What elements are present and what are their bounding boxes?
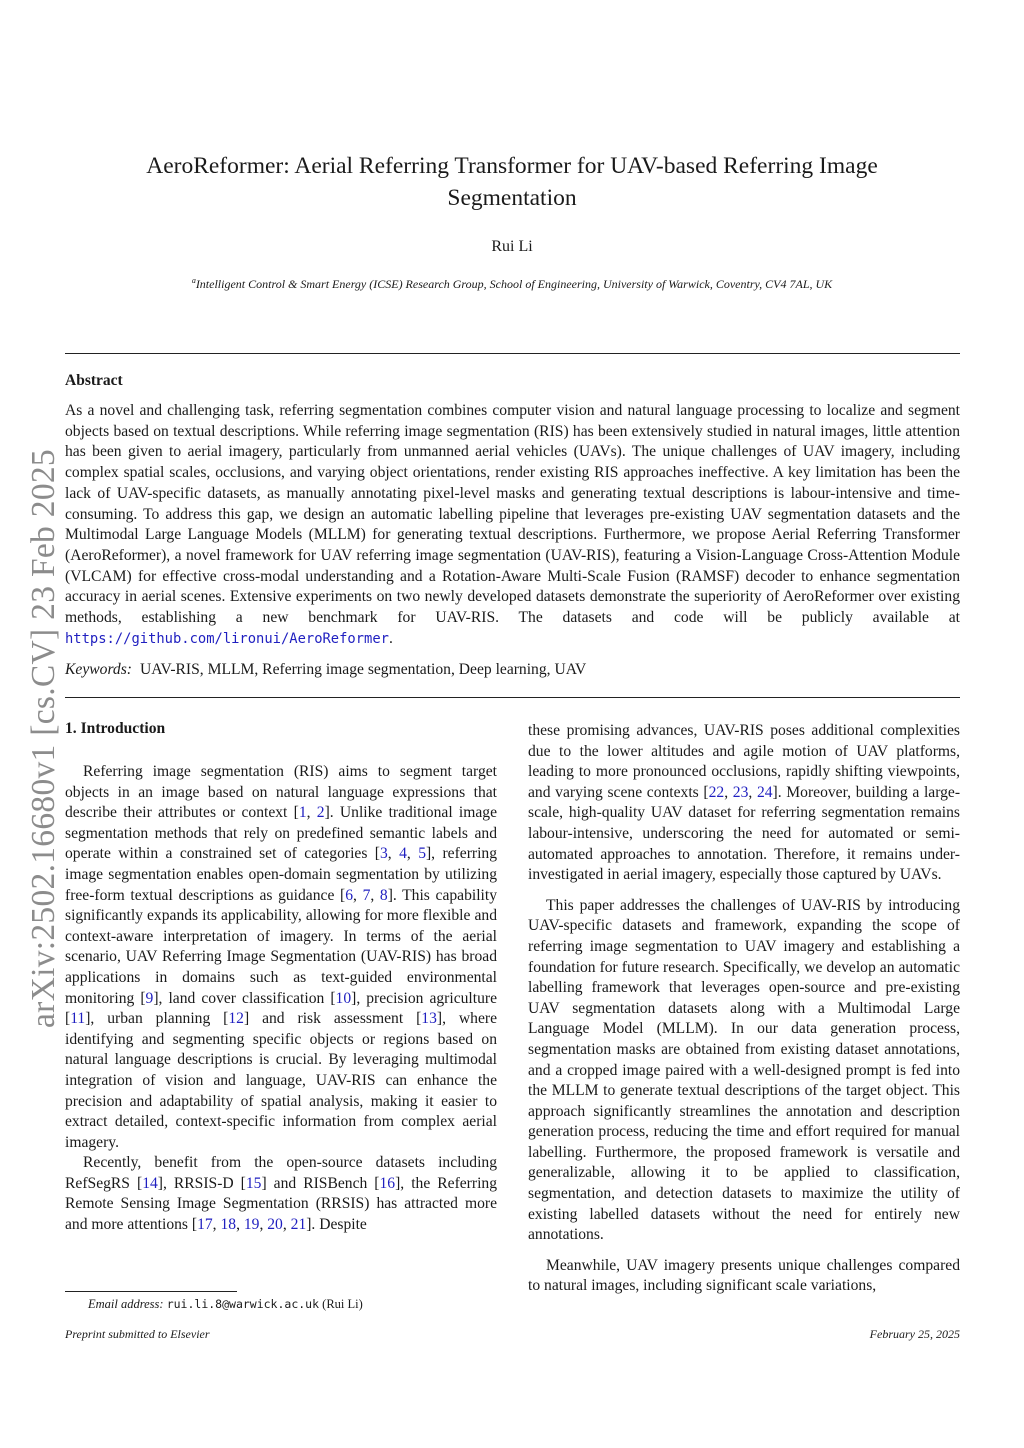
- citation-link[interactable]: 2: [316, 804, 325, 822]
- citation-link[interactable]: 21: [290, 1216, 307, 1234]
- citation-link[interactable]: 5: [418, 845, 426, 863]
- citation-link[interactable]: 1: [298, 804, 307, 822]
- intro-paragraph-2: Recently, benefit from the open-source datasets including RefSegRS [14], RRSIS-D [15] and RISBench [16], the Referring Remote Sensing Image Segmentation (RRSIS) has attracted more and more attentions [17, 18, 19, 20, 21]. Despite: [65, 1154, 497, 1234]
- citation-link[interactable]: 19: [243, 1216, 260, 1234]
- citation-link[interactable]: 13: [421, 1010, 437, 1028]
- footer-preprint: Preprint submitted to Elsevier: [65, 1327, 210, 1341]
- repo-link[interactable]: https://github.com/lironui/AeroReformer: [65, 630, 389, 647]
- author-email[interactable]: rui.li.8@warwick.ac.uk: [166, 1297, 320, 1311]
- keywords-text: UAV-RIS, MLLM, Referring image segmentation, Deep learning, UAV: [140, 661, 587, 678]
- intro-paragraph-4: Meanwhile, UAV imagery presents unique challenges compared to natural images, including significant scale variations,: [528, 1256, 960, 1295]
- paper-title: AeroReformer: Aerial Referring Transformer for UAV-based Referring Image Segmentation: [146, 153, 878, 211]
- citation-link[interactable]: 18: [220, 1216, 237, 1234]
- author-name: Rui Li: [491, 238, 533, 255]
- citation-link[interactable]: 22: [708, 783, 725, 801]
- abstract-end: .: [388, 629, 393, 647]
- left-column: [65, 762, 497, 1236]
- citation-link[interactable]: 7: [362, 886, 371, 904]
- affiliation-text: Intelligent Control & Smart Energy (ICSE) Research Group, School of Engineering, University of Warwick, Coventry, CV4 7AL, UK: [195, 277, 833, 291]
- abstract-body: [65, 401, 960, 649]
- citation-link[interactable]: 15: [245, 1174, 262, 1192]
- citation-link[interactable]: 20: [267, 1216, 283, 1234]
- citation-link[interactable]: 10: [335, 989, 352, 1007]
- footer-date: February 25, 2025: [869, 1327, 960, 1341]
- intro-paragraph-1: Referring image segmentation (RIS) aims to segment target objects in an image based on natural language expressions that describe their attributes or context [1, 2]. Unlike traditional image segmentation methods that rely on predefined semantic labels and operate within a constrained set of categories [3, 4, 5], referring image segmentation enables open-domain segmentation by utilizing free-form textual descriptions as guidance [6, 7, 8]. This capability significantly expands its applicability, allowing for more flexible and context-aware interpretation of imagery. In terms of the aerial scenario, UAV Referring Image Segmentation (UAV-RIS) has broad applications in domains such as text-guided environmental monitoring [9], land cover classification [10], precision agriculture [11], urban planning [12] and risk assessment [13], where identifying and segmenting specific objects or regions based on natural language descriptions is crucial. By leveraging multimodal integration of vision and language, UAV-RIS can enhance the precision and adaptability of spatial analysis, making it easier to extract detailed, context-specific information from complex aerial imagery.: [65, 763, 498, 1151]
- top-divider: [65, 353, 960, 354]
- right-column: [528, 721, 960, 1297]
- citation-link[interactable]: 17: [197, 1216, 213, 1234]
- citation-link[interactable]: 6: [345, 886, 354, 904]
- footnote-divider: [65, 1291, 237, 1292]
- citation-link[interactable]: 8: [379, 886, 388, 904]
- citation-link[interactable]: 9: [145, 989, 154, 1007]
- footnote: [88, 1297, 363, 1312]
- affiliation: [0, 276, 1024, 292]
- citation-link[interactable]: 24: [756, 783, 773, 801]
- citation-link[interactable]: 14: [142, 1174, 158, 1192]
- keywords: [65, 661, 586, 679]
- citation-link[interactable]: 11: [70, 1010, 86, 1028]
- intro-paragraph-2-continued: these promising advances, UAV-RIS poses additional complexities due to the lower altitudes and agile motion of UAV platforms, leading to more pronounced occlusions, rapidly shifting viewpoints, and varying scene contexts [22, 23, 24]. Moreover, building a large-scale, high-quality UAV dataset for referring segmentation remains labour-intensive, underscoring the need for automated or semi-automated approaches to annotation. Therefore, it remains under-investigated in aerial imagery, especially those captured by UAVs.: [528, 722, 961, 884]
- affiliation-marker: a: [191, 276, 196, 285]
- arxiv-stamp: arXiv:2502.16680v1 [cs.CV] 23 Feb 2025: [25, 449, 62, 1028]
- section-heading-introduction: 1. Introduction: [65, 720, 166, 737]
- intro-paragraph-3: This paper addresses the challenges of UAV-RIS by introducing UAV-specific datasets and framework, expanding the scope of referring image segmentation to UAV imagery and establishing a foundation for future research. Specifically, we develop an automatic labelling framework that leverages open-source and pre-existing UAV segmentation datasets along with a Multimodal Large Language Model (MLLM). In our data generation process, segmentation masks are obtained from existing dataset annotations, and a cropped image paired with a well-designed prompt is fed into the MLLM to generate textual descriptions of the target object. This approach significantly streamlines the annotation and description generation process, reducing the time and effort required for manual labelling. Furthermore, the proposed framework is versatile and generalizable, allowing it to be applied to classification, segmentation, and detection datasets to maximize the utility of existing labelled datasets without the need for entirely new annotations.: [528, 896, 960, 1244]
- abstract-text: As a novel and challenging task, referring segmentation combines computer vision and natural language processing to localize and segment objects based on textual descriptions. While referring image segmentation (RIS) has been extensively studied in natural images, little attention has been given to aerial imagery, particularly from unmanned aerial vehicles (UAVs). The unique challenges of UAV imagery, including complex spatial scales, occlusions, and varying object orientations, render existing RIS approaches ineffective. A key limitation has been the lack of UAV-specific datasets, as manually annotating pixel-level masks and generating textual descriptions is labour-intensive and time-consuming. To address this gap, we design an automatic labelling pipeline that leverages pre-existing UAV segmentation datasets and the Multimodal Large Language Models (MLLM) for generating textual descriptions. Furthermore, we propose Aerial Referring Transformer (AeroReformer), a novel framework for UAV referring image segmentation (UAV-RIS), featuring a Vision-Language Cross-Attention Module (VLCAM) for effective cross-modal understanding and a Rotation-Aware Multi-Scale Fusion (RAMSF) decoder to enhance segmentation accuracy in aerial scenes. Extensive experiments on two newly developed datasets demonstrate the superiority of AeroReformer over existing methods, establishing a new benchmark for UAV-RIS. The datasets and code will be publicly available at: [65, 402, 960, 627]
- citation-link[interactable]: 16: [379, 1174, 396, 1192]
- citation-link[interactable]: 12: [228, 1010, 244, 1028]
- citation-link[interactable]: 4: [399, 845, 407, 863]
- footnote-author: (Rui Li): [322, 1297, 363, 1311]
- keywords-label: Keywords:: [65, 661, 132, 678]
- abstract-divider: [65, 697, 960, 698]
- footnote-label: Email address:: [88, 1297, 164, 1311]
- citation-link[interactable]: 3: [380, 845, 388, 863]
- citation-link[interactable]: 23: [732, 783, 749, 801]
- abstract-heading: Abstract: [65, 372, 123, 389]
